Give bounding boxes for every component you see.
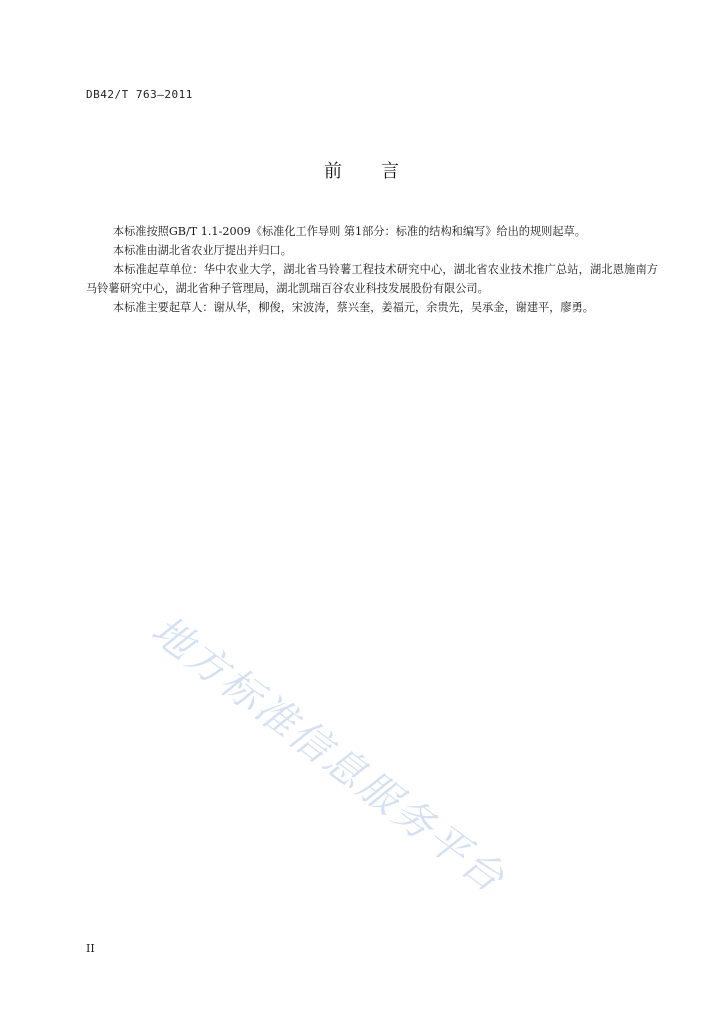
paragraph-drafters: 本标准主要起草人：谢从华，柳俊，宋波涛，蔡兴奎，姜福元，余贵先，吴承金，谢建平，廖勇。 — [112, 301, 594, 314]
standard-code: DB42/T 763—2011 — [86, 88, 193, 101]
watermark: 地方标准信息服务平台 — [142, 607, 514, 903]
title-char-2: 言 — [381, 161, 400, 182]
title-char-1: 前 — [324, 161, 343, 182]
page-number: II — [86, 942, 95, 955]
paragraph-proposer: 本标准由湖北省农业厅提出并归口。 — [112, 244, 292, 257]
paragraph-drafting-units: 本标准起草单位：华中农业大学，湖北省马铃薯工程技术研究中心，湖北省农业技术推广总站，湖北恩施南方马铃薯研究中心，湖北省种子管理局，湖北凯瑞百谷农业科技发展股份有限公司。 — [86, 263, 658, 295]
page-title — [0, 157, 724, 183]
foreword-body — [86, 222, 658, 317]
paragraph-drafting-rules: 本标准按照GB/T 1.1-2009《标准化工作导则 第1部分：标准的结构和编写》给出的规则起草。 — [112, 225, 586, 238]
